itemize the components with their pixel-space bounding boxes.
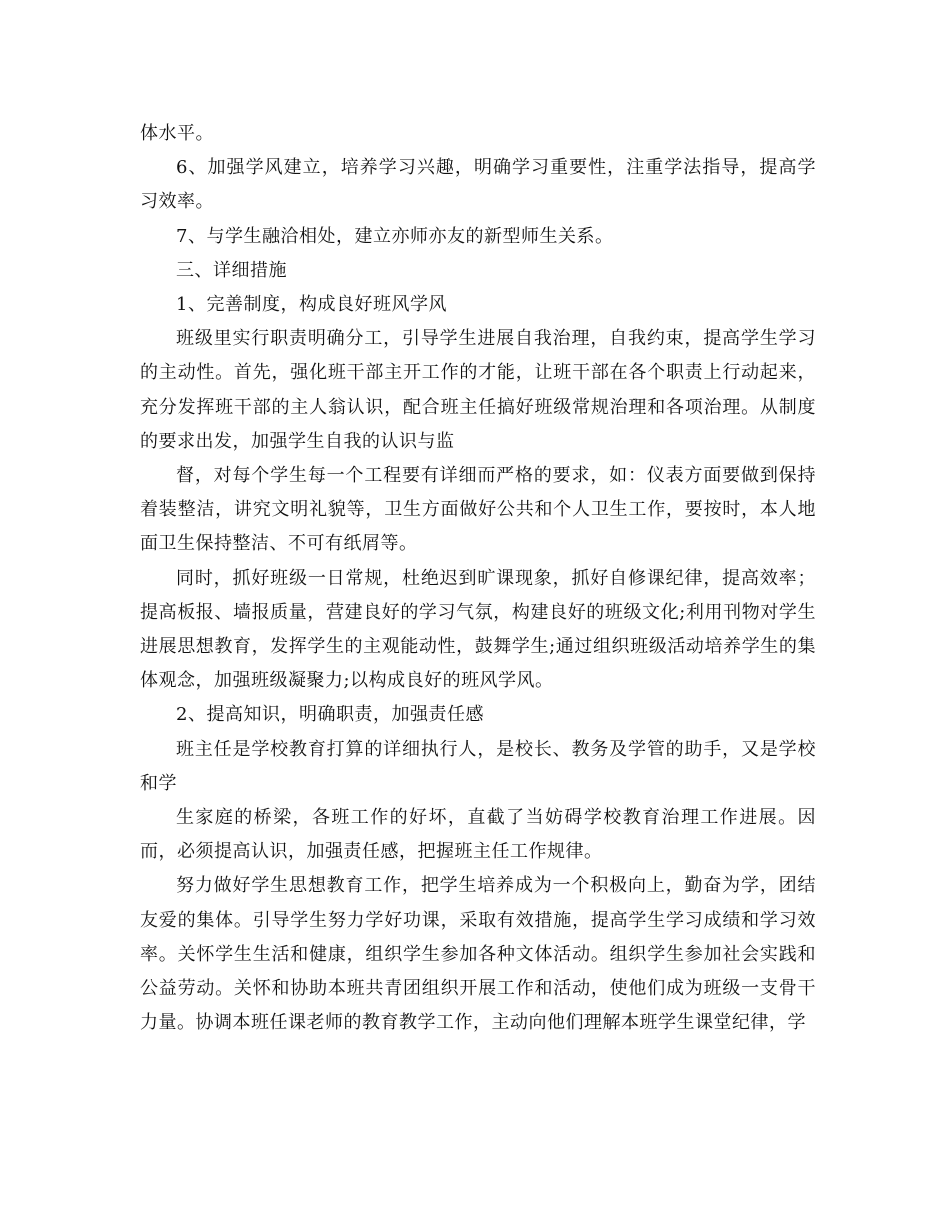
paragraph: 督，对每个学生每一个工程要有详细而严格的要求，如：仪表方面要做到保持着装整洁，讲究文明礼貌等，卫生方面做好公共和个人卫生工作，要按时，本人地面卫生保持整洁、不可有纸屑等。 [140, 465, 816, 555]
document-body [140, 117, 816, 1040]
subsection-heading: 2、提高知识，明确职责，加强责任感 [176, 704, 484, 726]
paragraph: 体水平。 [140, 123, 214, 144]
paragraph: 生家庭的桥梁，各班工作的好坏，直截了当妨碍学校教育治理工作进展。因而，必须提高认识，加强责任感，把握班主任工作规律。 [140, 807, 816, 863]
paragraph: 同时，抓好班级一日常规，杜绝迟到旷课现象，抓好自修课纪律，提高效率；提高板报、墙报质量，营建良好的学习气氛，构建良好的班级文化;利用刊物对学生进展思想教育，发挥学生的主观能动性，鼓舞学生;通过组织班级活动培养学生的集体观念，加强班级凝聚力;以构成良好的班风学风。 [140, 567, 816, 692]
paragraph: 班级里实行职责明确分工，引导学生进展自我治理，自我约束，提高学生学习的主动性。首先，强化班干部主开工作的才能，让班干部在各个职责上行动起来，充分发挥班干部的主人翁认识，配合班主任搞好班级常规治理和各项治理。从制度的要求出发，加强学生自我的认识与监 [140, 328, 816, 452]
paragraph: 努力做好学生思想教育工作，把学生培养成为一个积极向上，勤奋为学，团结友爱的集体。引导学生努力学好功课，采取有效措施，提高学生学习成绩和学习效率。关怀学生生活和健康，组织学生参加各种文体活动。组织学生参加社会实践和公益劳动。关怀和协助本班共青团组织开展工作和活动，使他们成为班级一支骨干力量。协调本班任课老师的教育教学工作，主动向他们理解本班学生课堂纪律，学 [140, 875, 816, 1034]
paragraph: 7、与学生融洽相处，建立亦师亦友的新型师生关系。 [176, 225, 614, 247]
paragraph: 班主任是学校教育打算的详细执行人，是校长、教务及学管的助手，又是学校和学 [140, 738, 816, 794]
subsection-heading: 1、完善制度，构成良好班风学风 [176, 294, 447, 316]
paragraph: 6、加强学风建立，培养学习兴趣，明确学习重要性，注重学法指导，提高学习效率。 [140, 157, 816, 213]
section-heading: 三、详细措施 [176, 259, 287, 281]
